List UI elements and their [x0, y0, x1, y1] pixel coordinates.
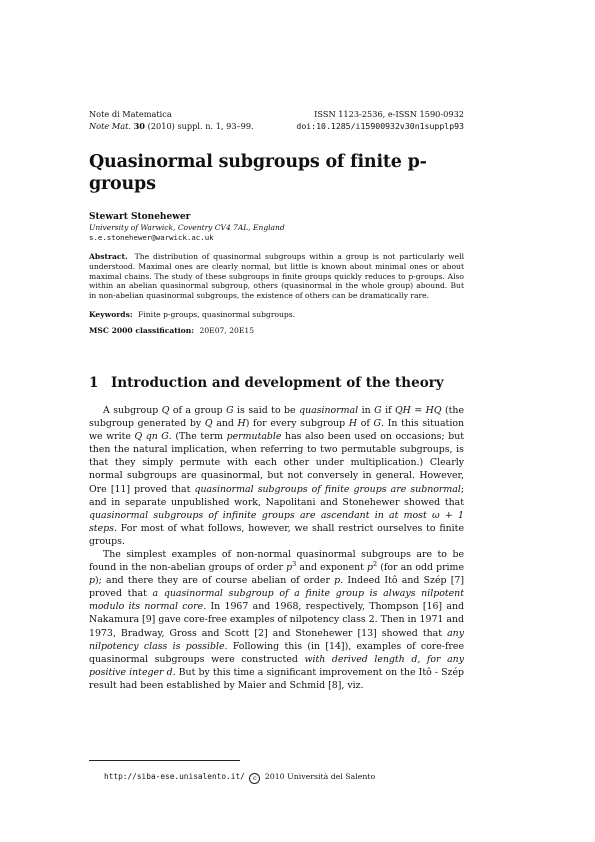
journal-abbrev: Note Mat. [89, 121, 131, 131]
section-body [89, 404, 464, 692]
journal-header-row-2 [89, 120, 464, 132]
section-heading [89, 375, 464, 392]
keywords-text: Finite p-groups, quasinormal subgroups. [138, 309, 296, 319]
citation [89, 120, 254, 132]
author-name: Stewart Stonehewer [89, 212, 191, 222]
section-number: 1 [89, 374, 99, 391]
keywords-label: Keywords: [89, 309, 133, 319]
abstract [89, 252, 464, 301]
footer-url[interactable]: http://siba-ese.unisalento.it/ [104, 772, 245, 781]
journal-name: Note di Matematica [89, 109, 172, 119]
msc-label: MSC 2000 classification: [89, 325, 195, 335]
paper-page [89, 108, 464, 692]
footer [104, 772, 375, 784]
msc-classification [89, 326, 464, 336]
author-email[interactable]: s.e.stonehewer@warwick.ac.uk [89, 233, 214, 242]
abstract-text: The distribution of quasinormal subgroups within a group is not particularly well understood. Maximal ones are clearly normal, but little is known about minimal ones or about maximal chains. The study of these subgroups in finite groups quickly reduces to p-groups. Also within an abelian quasinormal subgroup, others (quasinormal in the whole group) abound. But in non-abelian quasinormal subgroups, the existence of others can be dramatically rare. [89, 252, 464, 301]
issn: ISSN 1123-2536, e-ISSN 1590-0932 [314, 109, 464, 119]
copyright-icon: c [249, 773, 260, 784]
footer-text: 2010 Università del Salento [264, 772, 376, 781]
keywords [89, 310, 464, 320]
msc-text: 20E07, 20E15 [199, 325, 255, 335]
paper-title: Quasinormal subgroups of finite p-groups [89, 152, 427, 194]
paragraph-2: The simplest examples of non-normal quasinormal subgroups are to be found in the non-abelian groups of order $p^3$ and exponent $p^2$ (for an odd prime p); and there they are of course abelian of order p. Indeed Itô and Szép [7] proved that a quasinormal subgroup of a finite group is always nilpotent modulo its normal core. In 1967 and 1968, respectively, Thompson [16] and Nakamura [9] gave core-free examples of nilpotency class 2. Then in 1971 and 1973, Bradway, Gross and Scott [2] and Stonehewer [13] showed that any nilpotency class is possible. Following this (in [14]), examples of core-free quasinormal subgroups were constructed with derived length d, for any positive integer d. But by this time a significant improvement on the Itô - Szép result had been established by Maier and Schmid [8], viz. [89, 549, 465, 691]
section-title: Introduction and development of the theory [111, 374, 444, 391]
author-affiliation: University of Warwick, Coventry CV4 7AL, England [89, 223, 285, 232]
paragraph-1: A subgroup Q of a group G is said to be quasinormal in G if QH = HQ (the subgroup generated by Q and H) for every subgroup H of G. In this situation we write Q qn G. (The term permutable has also been used on occasions; but then the natural implication, when referring to two permutable subgroups, is that they simply permute with each other under multiplication.) Clearly normal subgroups are quasinormal, but not conversely in general. However, Ore [11] proved that quasinormal subgroups of finite groups are subnormal; and in separate unpublished work, Napolitani and Stonehewer showed that quasinormal subgroups of infinite groups are ascendant in at most ω + 1 steps. For most of what follows, however, we shall restrict ourselves to finite groups. [89, 404, 465, 547]
footnote-rule [89, 760, 240, 761]
issue-info: (2010) suppl. n. 1, 93–99. [147, 121, 254, 131]
volume: 30 [133, 121, 146, 131]
doi: doi:10.1285/i15900932v30n1supplp93 [296, 121, 464, 131]
journal-header-row-1 [89, 108, 464, 120]
abstract-label: Abstract. [89, 252, 128, 261]
